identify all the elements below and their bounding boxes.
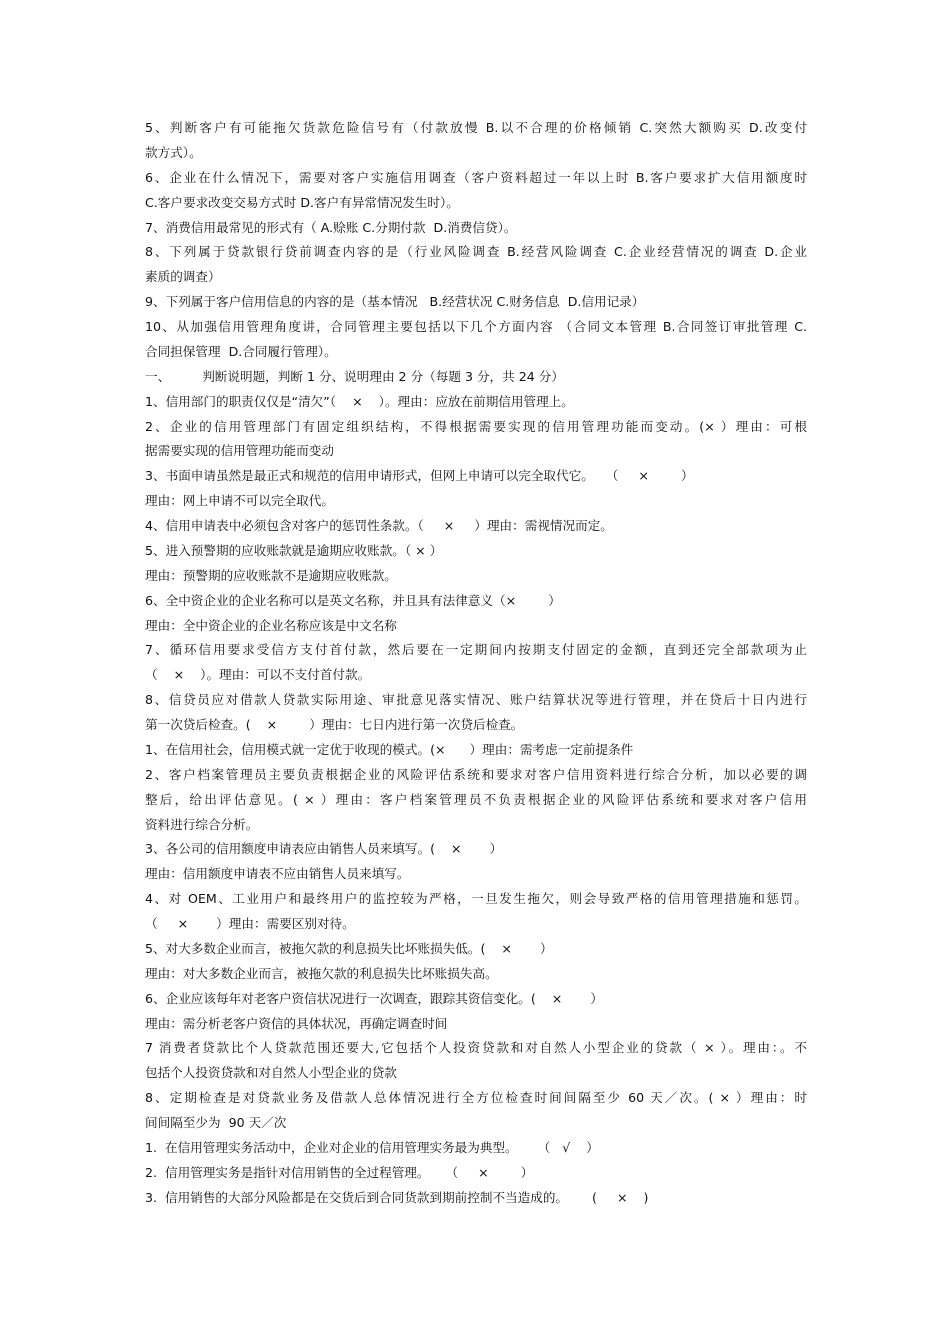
text-line: 9、下列属于客户信用信息的内容的是（基本情况 B.经营状况 C.财务信息 D.信用记录） <box>145 294 645 310</box>
text-line: 1. 在信用管理实务活动中，企业对企业的信用管理实务最为典型。 （ √ ） <box>145 1139 599 1155</box>
text-line: 3. 信用销售的大部分风险都是在交货后到合同货款到期前控制不当造成的。 ( × ) <box>145 1189 649 1205</box>
section-heading: 一、 判断说明题，判断 1 分、说明理由 2 分（每题 3 分，共 24 分） <box>145 368 564 384</box>
text-line: 7、循环信用要求受信方支付首付款，然后要在一定期间内按期支付固定的金额，直到还完全部款项为止 <box>145 642 807 658</box>
text-line: 8、下列属于贷款银行贷前调查内容的是（行业风险调查 B.经营风险调查 C.企业经营情况的调查 D.企业 <box>145 244 807 260</box>
text-line: 8、信贷员应对借款人贷款实际用途、审批意见落实情况、账户结算状况等进行管理，并在贷后十日内进行 <box>145 692 807 708</box>
text-line: 6、企业在什么情况下，需要对客户实施信用调查（客户资料超过一年以上时 B.客户要求扩大信用额度时 <box>145 169 807 185</box>
text-line: 7 消费者贷款比个人贷款范围还要大,它包括个人投资贷款和对自然人小型企业的贷款（ × ）。理由：。不 <box>145 1040 807 1056</box>
text-line: 6、企业应该每年对老客户资信状况进行一次调查，跟踪其资信变化。( × ） <box>145 990 603 1006</box>
text-line: 3、书面申请虽然是最正式和规范的信用申请形式，但网上申请可以完全取代它。 （ × ） <box>145 468 694 484</box>
text-line: 1、在信用社会，信用模式就一定优于收现的模式。(× ）理由：需考虑一定前提条件 <box>145 741 634 757</box>
text-line: 7、消费信用最常见的形式有（ A.赊账 C.分期付款 D.消费信贷）。 <box>145 219 517 235</box>
text-line: （ × ）理由：需要区别对待。 <box>145 916 355 931</box>
text-line: 据需要实现的信用管理功能而变动 <box>145 443 334 459</box>
text-line: 包括个人投资贷款和对自然人小型企业的贷款 <box>145 1065 397 1081</box>
text-line: 理由：信用额度申请表不应由销售人员来填写。 <box>145 866 410 882</box>
text-line: 5、判断客户有可能拖欠货款危险信号有（付款放慢 B.以不合理的价格倾销 C.突然大额购买 D.改变付 <box>145 120 807 135</box>
text-line: （ × ）。理由：可以不支付首付款。 <box>145 667 371 683</box>
text-line: 8、定期检查是对贷款业务及借款人总体情况进行全方位检查时间间隔至少 60 天／次。( × ）理由：时 <box>145 1090 807 1106</box>
text-line: 整后，给出评估意见。( × ）理由：客户档案管理员不负责根据企业的风险评估系统和要求对客户信用 <box>145 791 807 807</box>
text-line: 5、进入预警期的应收账款就是逾期应收账款。（ × ） <box>145 542 443 558</box>
text-line: 10、从加强信用管理角度讲，合同管理主要包括以下几个方面内容 （合同文本管理 B.合同签订审批管理 C. <box>145 319 807 334</box>
text-line: 6、全中资企业的企业名称可以是英文名称，并且具有法律意义（× ） <box>145 592 561 608</box>
text-line: 5、对大多数企业而言，被拖欠款的利息损失比坏账损失低。( × ） <box>145 940 553 956</box>
text-line: 理由：网上申请不可以完全取代。 <box>145 493 334 509</box>
text-line: 理由：全中资企业的企业名称应该是中文名称 <box>145 617 397 633</box>
text-line: 间间隔至少为 90 天／次 <box>145 1115 287 1130</box>
text-line: 4、信用申请表中必须包含对客户的惩罚性条款。（ × ）理由：需视情况而定。 <box>145 518 613 533</box>
text-line: 1、信用部门的职责仅仅是“清欠”（ × ）。理由：应放在前期信用管理上。 <box>145 393 574 409</box>
text-line: 资料进行综合分析。 <box>145 816 259 832</box>
text-line: 理由：对大多数企业而言，被拖欠款的利息损失比坏账损失高。 <box>145 965 498 981</box>
text-line: 第一次贷后检查。( × ）理由：七日内进行第一次贷后检查。 <box>145 717 524 732</box>
text-line: 理由：预警期的应收账款不是逾期应收账款。 <box>145 567 397 583</box>
document-body <box>145 116 807 1211</box>
text-line: 2. 信用管理实务是指针对信用销售的全过程管理。 （ × ） <box>145 1164 534 1180</box>
text-line: 素质的调查） <box>145 269 221 285</box>
text-line: C.客户要求改变交易方式时 D.客户有异常情况发生时）。 <box>145 194 459 210</box>
text-line: 款方式）。 <box>145 144 202 160</box>
text-line: 2、企业的信用管理部门有固定组织结构，不得根据需要实现的信用管理功能而变动。(× ）理由：可根 <box>145 418 807 434</box>
text-line: 3、各公司的信用额度申请表应由销售人员来填写。( × ） <box>145 841 503 857</box>
text-line: 4、对 OEM、工业用户和最终用户的监控较为严格，一旦发生拖欠，则会导致严格的信用管理措施和惩罚。 <box>145 891 807 907</box>
text-line: 2、客户档案管理员主要负责根据企业的风险评估系统和要求对客户信用资料进行综合分析，加以必要的调 <box>145 766 807 782</box>
text-line: 理由：需分析老客户资信的具体状况，再确定调查时间 <box>145 1015 448 1031</box>
text-line: 合同担保管理 D.合同履行管理）。 <box>145 343 337 359</box>
